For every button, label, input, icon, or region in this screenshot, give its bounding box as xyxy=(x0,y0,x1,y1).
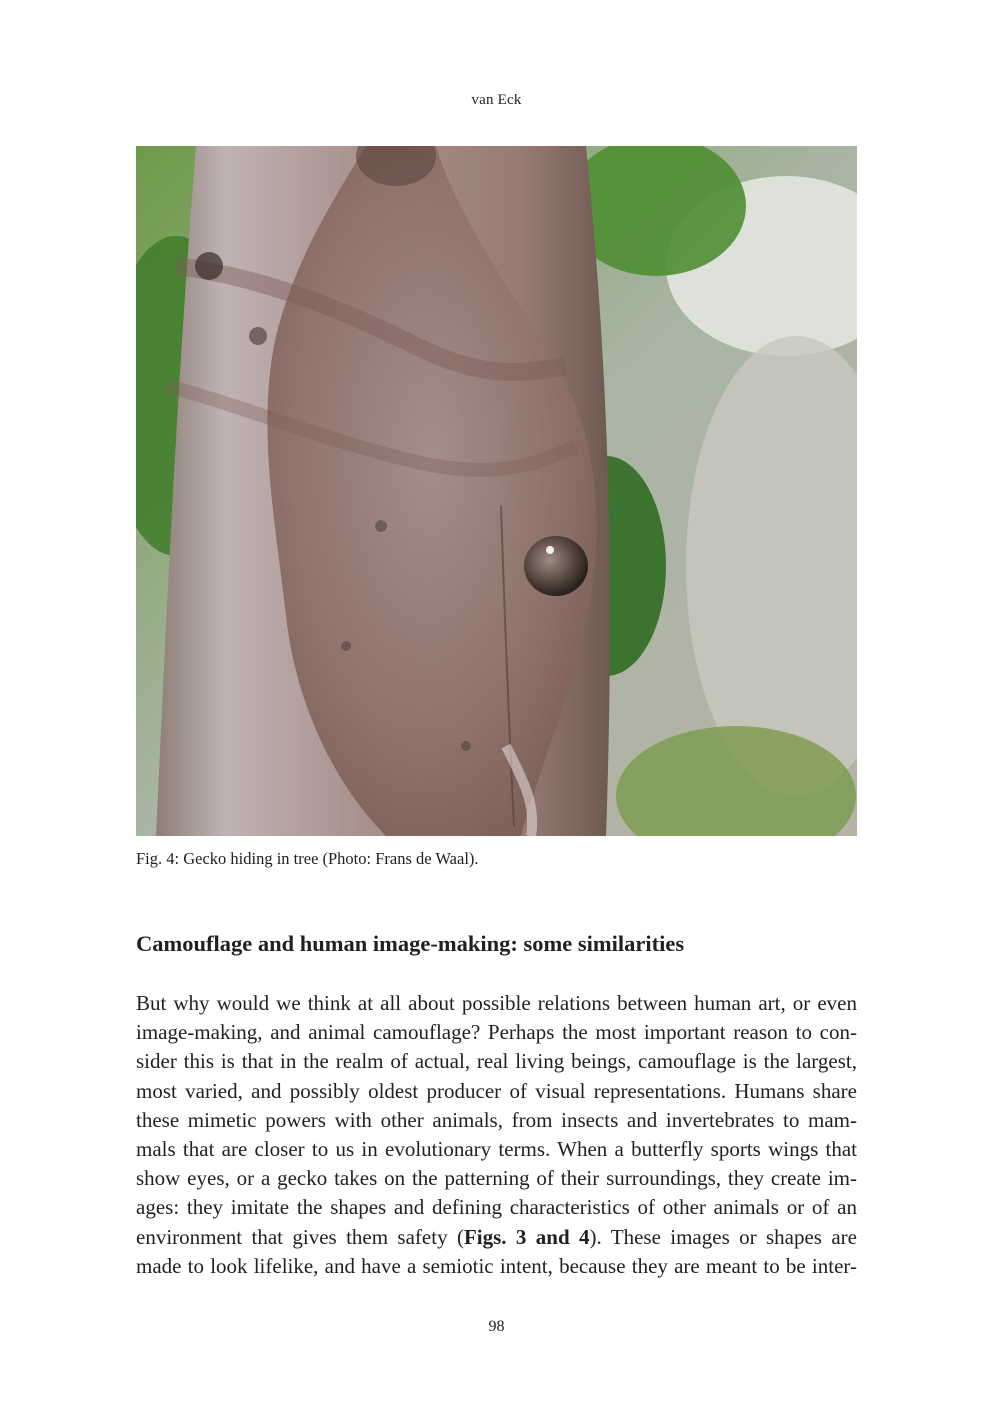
paragraph-line: image-making, and animal camouflage? Perhaps the most important reason to con- xyxy=(136,1020,857,1045)
paragraph-line: mals that are closer to us in evolutionary terms. When a butterfly sports wings that xyxy=(136,1136,857,1161)
paragraph-line: But why would we think at all about possible relations between human art, or even xyxy=(136,991,857,1015)
line-text: environment that gives them safety ( xyxy=(136,1224,464,1249)
paragraph-line: show eyes, or a gecko takes on the patterning of their surroundings, they create im- xyxy=(136,1166,857,1191)
paragraph-line: made to look lifelike, and have a semiotic intent, because they are meant to be inter- xyxy=(136,1253,857,1278)
paragraph-line xyxy=(136,1223,857,1252)
paragraph-line: ages: they imitate the shapes and defining characteristics of other animals or of an xyxy=(136,1195,857,1220)
line-text: ). These images or shapes are xyxy=(589,1224,857,1249)
figure-caption: Fig. 4: Gecko hiding in tree (Photo: Frans de Waal). xyxy=(136,849,479,868)
paragraph-line: these mimetic powers with other animals, from insects and invertebrates to mam- xyxy=(136,1107,857,1132)
body-paragraph xyxy=(136,989,857,1281)
gecko-photo xyxy=(136,146,857,836)
running-head: van Eck xyxy=(471,92,522,108)
paragraph-line: most varied, and possibly oldest producer of visual representations. Humans share xyxy=(136,1078,857,1103)
section-heading: Camouflage and human image-making: some similarities xyxy=(136,931,685,956)
page-number: 98 xyxy=(488,1318,505,1335)
paragraph-line: sider this is that in the realm of actual, real living beings, camouflage is the largest, xyxy=(136,1049,857,1074)
figure-reference: Figs. 3 and 4 xyxy=(463,1224,590,1249)
